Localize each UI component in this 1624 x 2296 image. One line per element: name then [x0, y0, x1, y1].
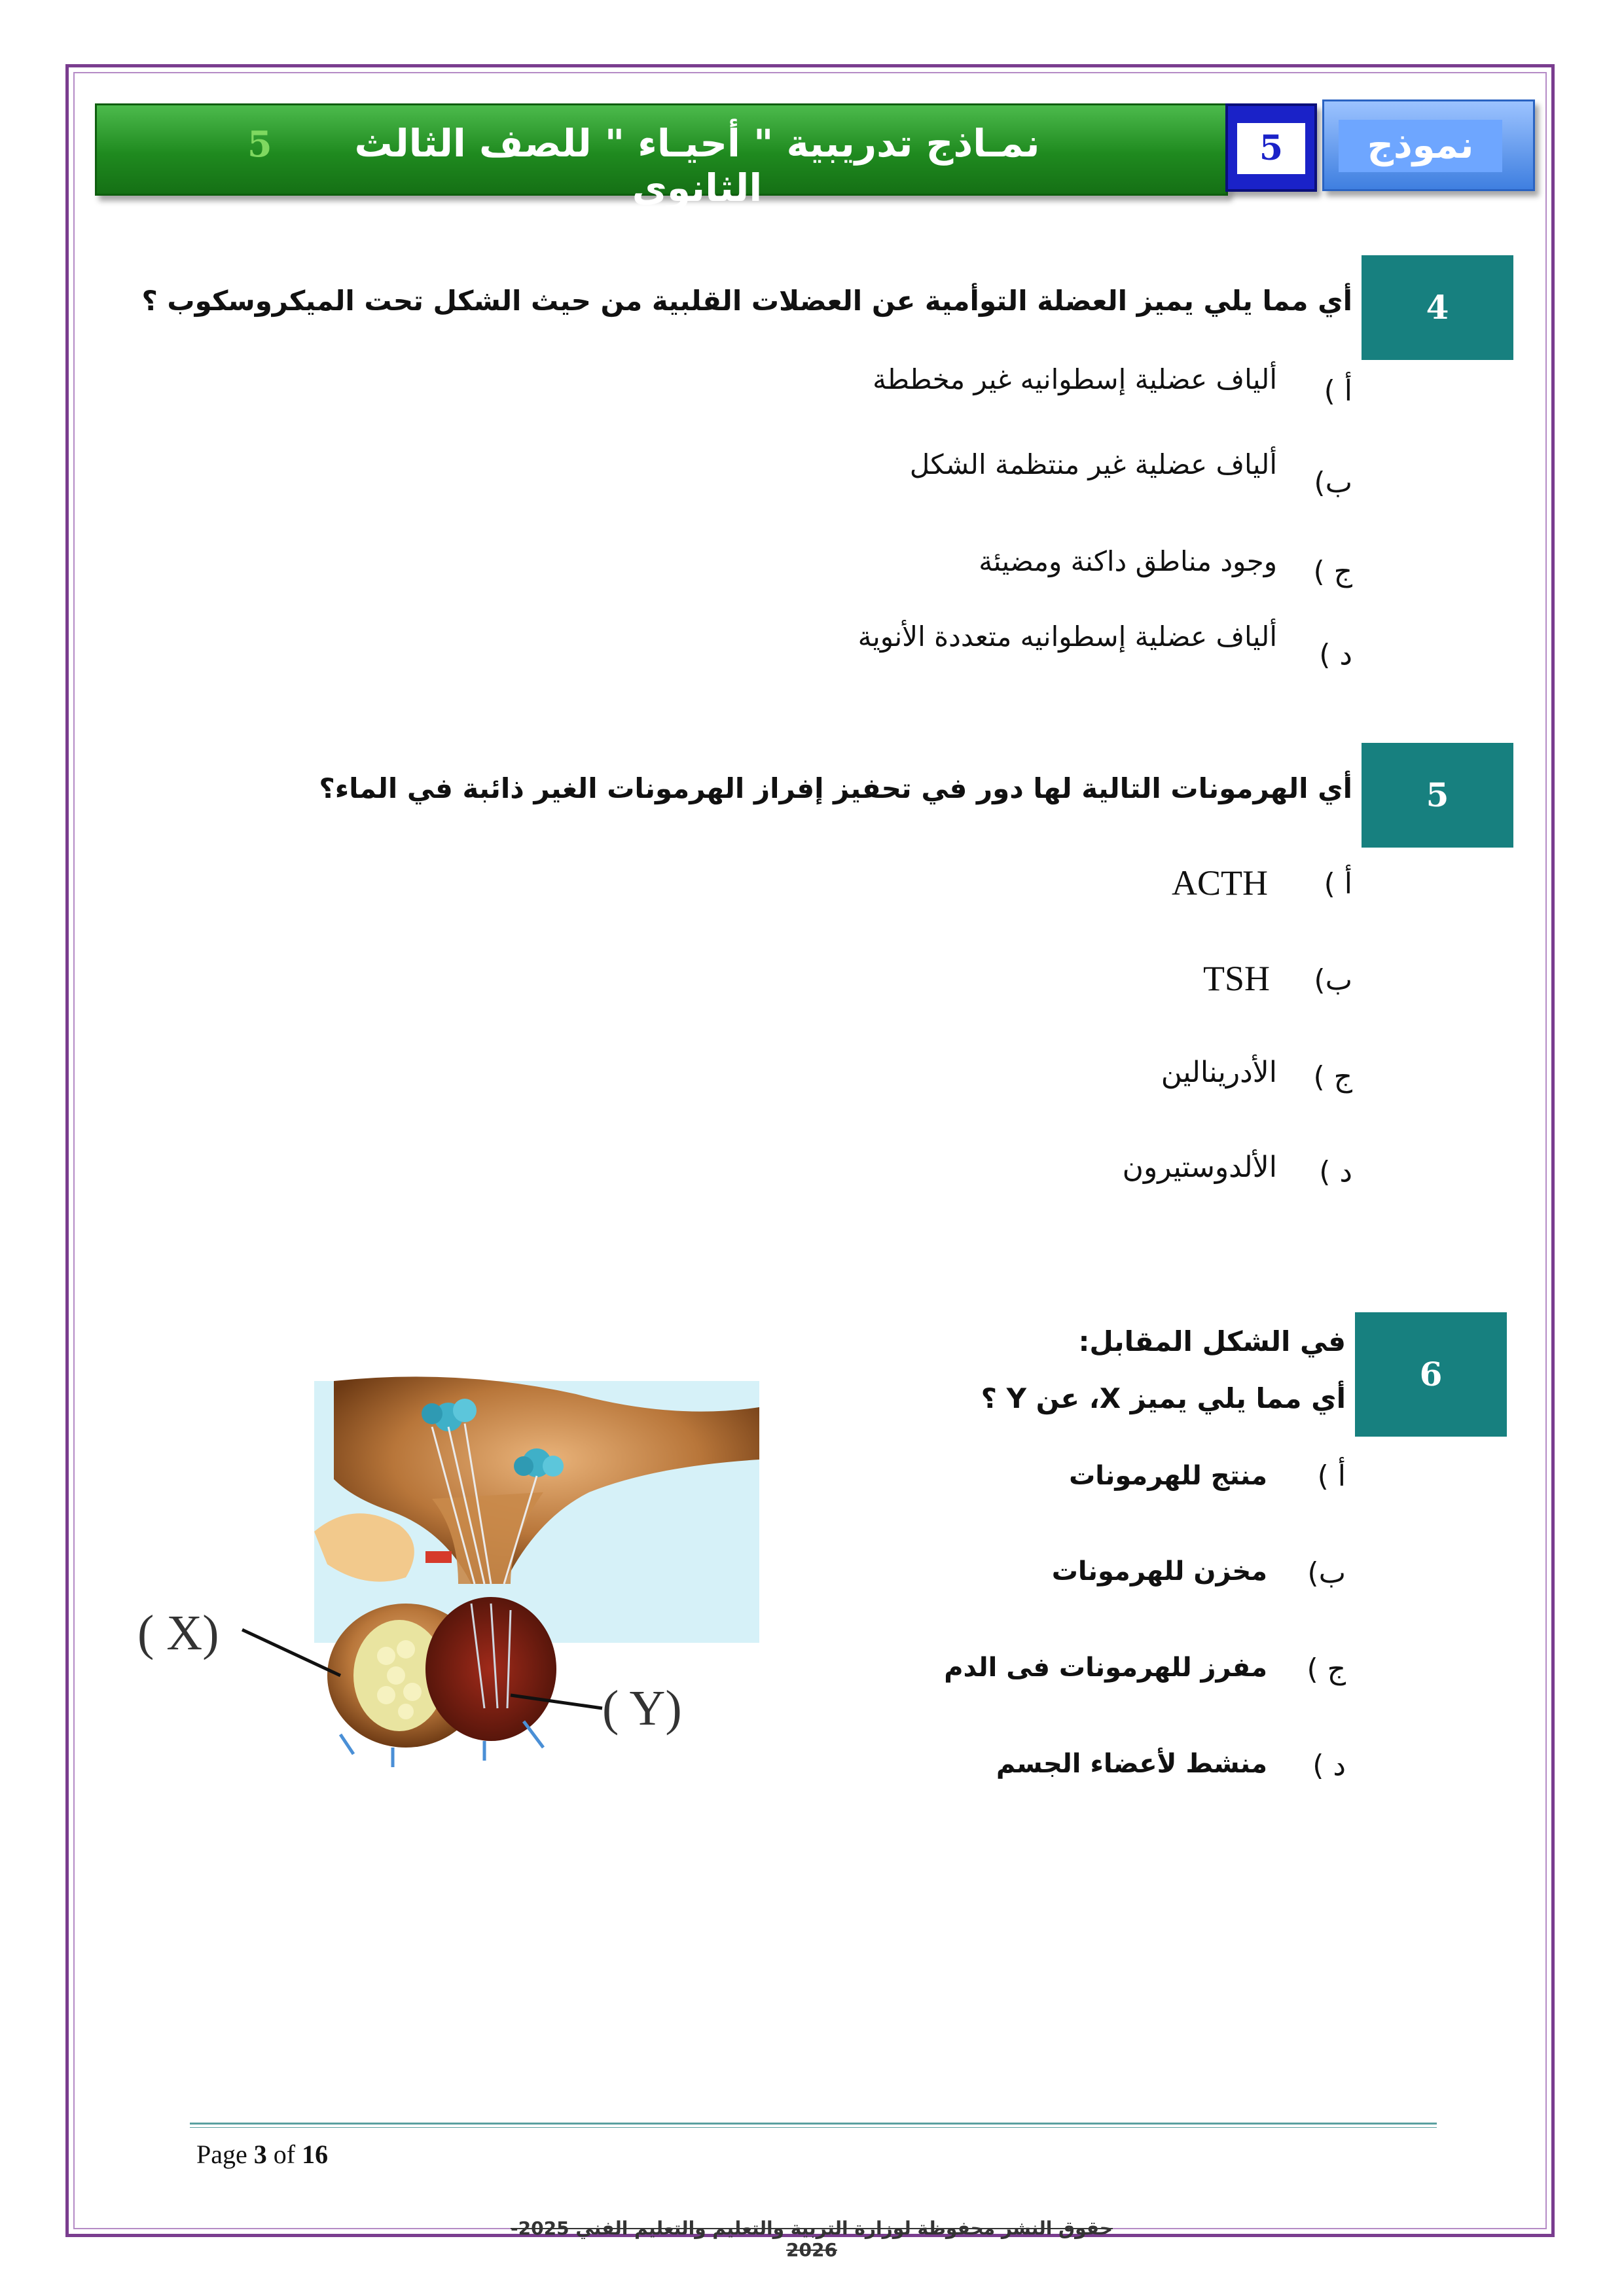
page-number: [196, 2139, 328, 2170]
q5-option-c-letter: ج ): [1313, 1060, 1352, 1094]
q6-option-b[interactable]: مخزن للهرمونات: [1051, 1556, 1267, 1587]
q4-option-d[interactable]: ألياف عضلية إسطوانيه متعددة الأنوية: [857, 620, 1277, 653]
footer-rule: [190, 2123, 1437, 2125]
page-prefix: Page: [196, 2140, 247, 2169]
model-label-box: [1322, 99, 1535, 191]
q5-option-b[interactable]: TSH: [1203, 959, 1271, 998]
q4-option-a-letter: أ ): [1324, 374, 1352, 408]
question-5-text: أي الهرمونات التالية لها دور في تحفيز إفراز الهرمونات الغير ذائبة في الماء؟: [319, 772, 1352, 804]
q6-option-d[interactable]: منشط لأعضاء الجسم: [996, 1749, 1267, 1779]
q4-option-d-letter: د ): [1319, 638, 1352, 672]
model-label: نموذج: [1339, 120, 1502, 172]
q5-option-d-letter: د ): [1319, 1155, 1352, 1189]
q5-option-a[interactable]: ACTH: [1172, 863, 1268, 903]
q4-option-b-letter: ب): [1314, 466, 1352, 499]
header-title-number: 5: [247, 123, 272, 165]
footer-rule-thin: [190, 2127, 1437, 2128]
q4-option-c-letter: ج ): [1313, 555, 1352, 588]
q4-option-c[interactable]: وجود مناطق داكنة ومضيئة: [979, 545, 1277, 577]
model-number-box: [1225, 103, 1317, 192]
q6-option-b-letter: ب): [1307, 1556, 1346, 1590]
copyright-notice: حقوق النشر محفوظة لوزارة التربية والتعليم والتعليم الفني 2025-2026: [511, 2217, 1113, 2261]
q6-option-c-letter: ج ): [1307, 1653, 1346, 1686]
q4-option-b[interactable]: ألياف عضلية غير منتظمة الشكل: [909, 448, 1277, 480]
q5-option-b-letter: ب): [1314, 963, 1352, 997]
label-y: ( Y): [602, 1681, 682, 1736]
page-total: 16: [302, 2140, 329, 2169]
q6-option-a-letter: أ ): [1317, 1460, 1346, 1493]
page-current: 3: [253, 2140, 267, 2169]
question-number-4: 4: [1362, 255, 1513, 360]
q5-option-d[interactable]: الألدوستيرون: [1122, 1151, 1277, 1184]
label-x: ( X): [137, 1605, 219, 1660]
question-number-5: 5: [1362, 743, 1513, 848]
q6-option-c[interactable]: مفرز للهرمونات فى الدم: [944, 1653, 1267, 1683]
q5-option-c[interactable]: الأدرينالين: [1161, 1056, 1277, 1089]
model-number: 5: [1237, 123, 1305, 174]
question-number-6: 6: [1355, 1312, 1507, 1437]
q6-option-a[interactable]: منتج للهرمونات: [1069, 1461, 1267, 1491]
page-of: of: [273, 2140, 296, 2169]
header-title: نمـاذج تدريبية " أحيـاء " للصف الثالث الثانوي: [354, 121, 1040, 210]
q6-option-d-letter: د ): [1312, 1749, 1346, 1782]
question-6-line2: أي مما يلي يميز X، عن Y ؟: [981, 1382, 1346, 1414]
pituitary-gland-figure: [118, 1368, 772, 1774]
question-4-text: أي مما يلي يميز العضلة التوأمية عن العضلات القلبية من حيث الشكل تحت الميكروسكوب ؟: [141, 285, 1352, 317]
question-6-line1: في الشكل المقابل:: [1078, 1325, 1346, 1357]
q4-option-a[interactable]: ألياف عضلية إسطوانيه غير مخططة: [873, 363, 1277, 395]
q5-option-a-letter: أ ): [1324, 867, 1352, 901]
